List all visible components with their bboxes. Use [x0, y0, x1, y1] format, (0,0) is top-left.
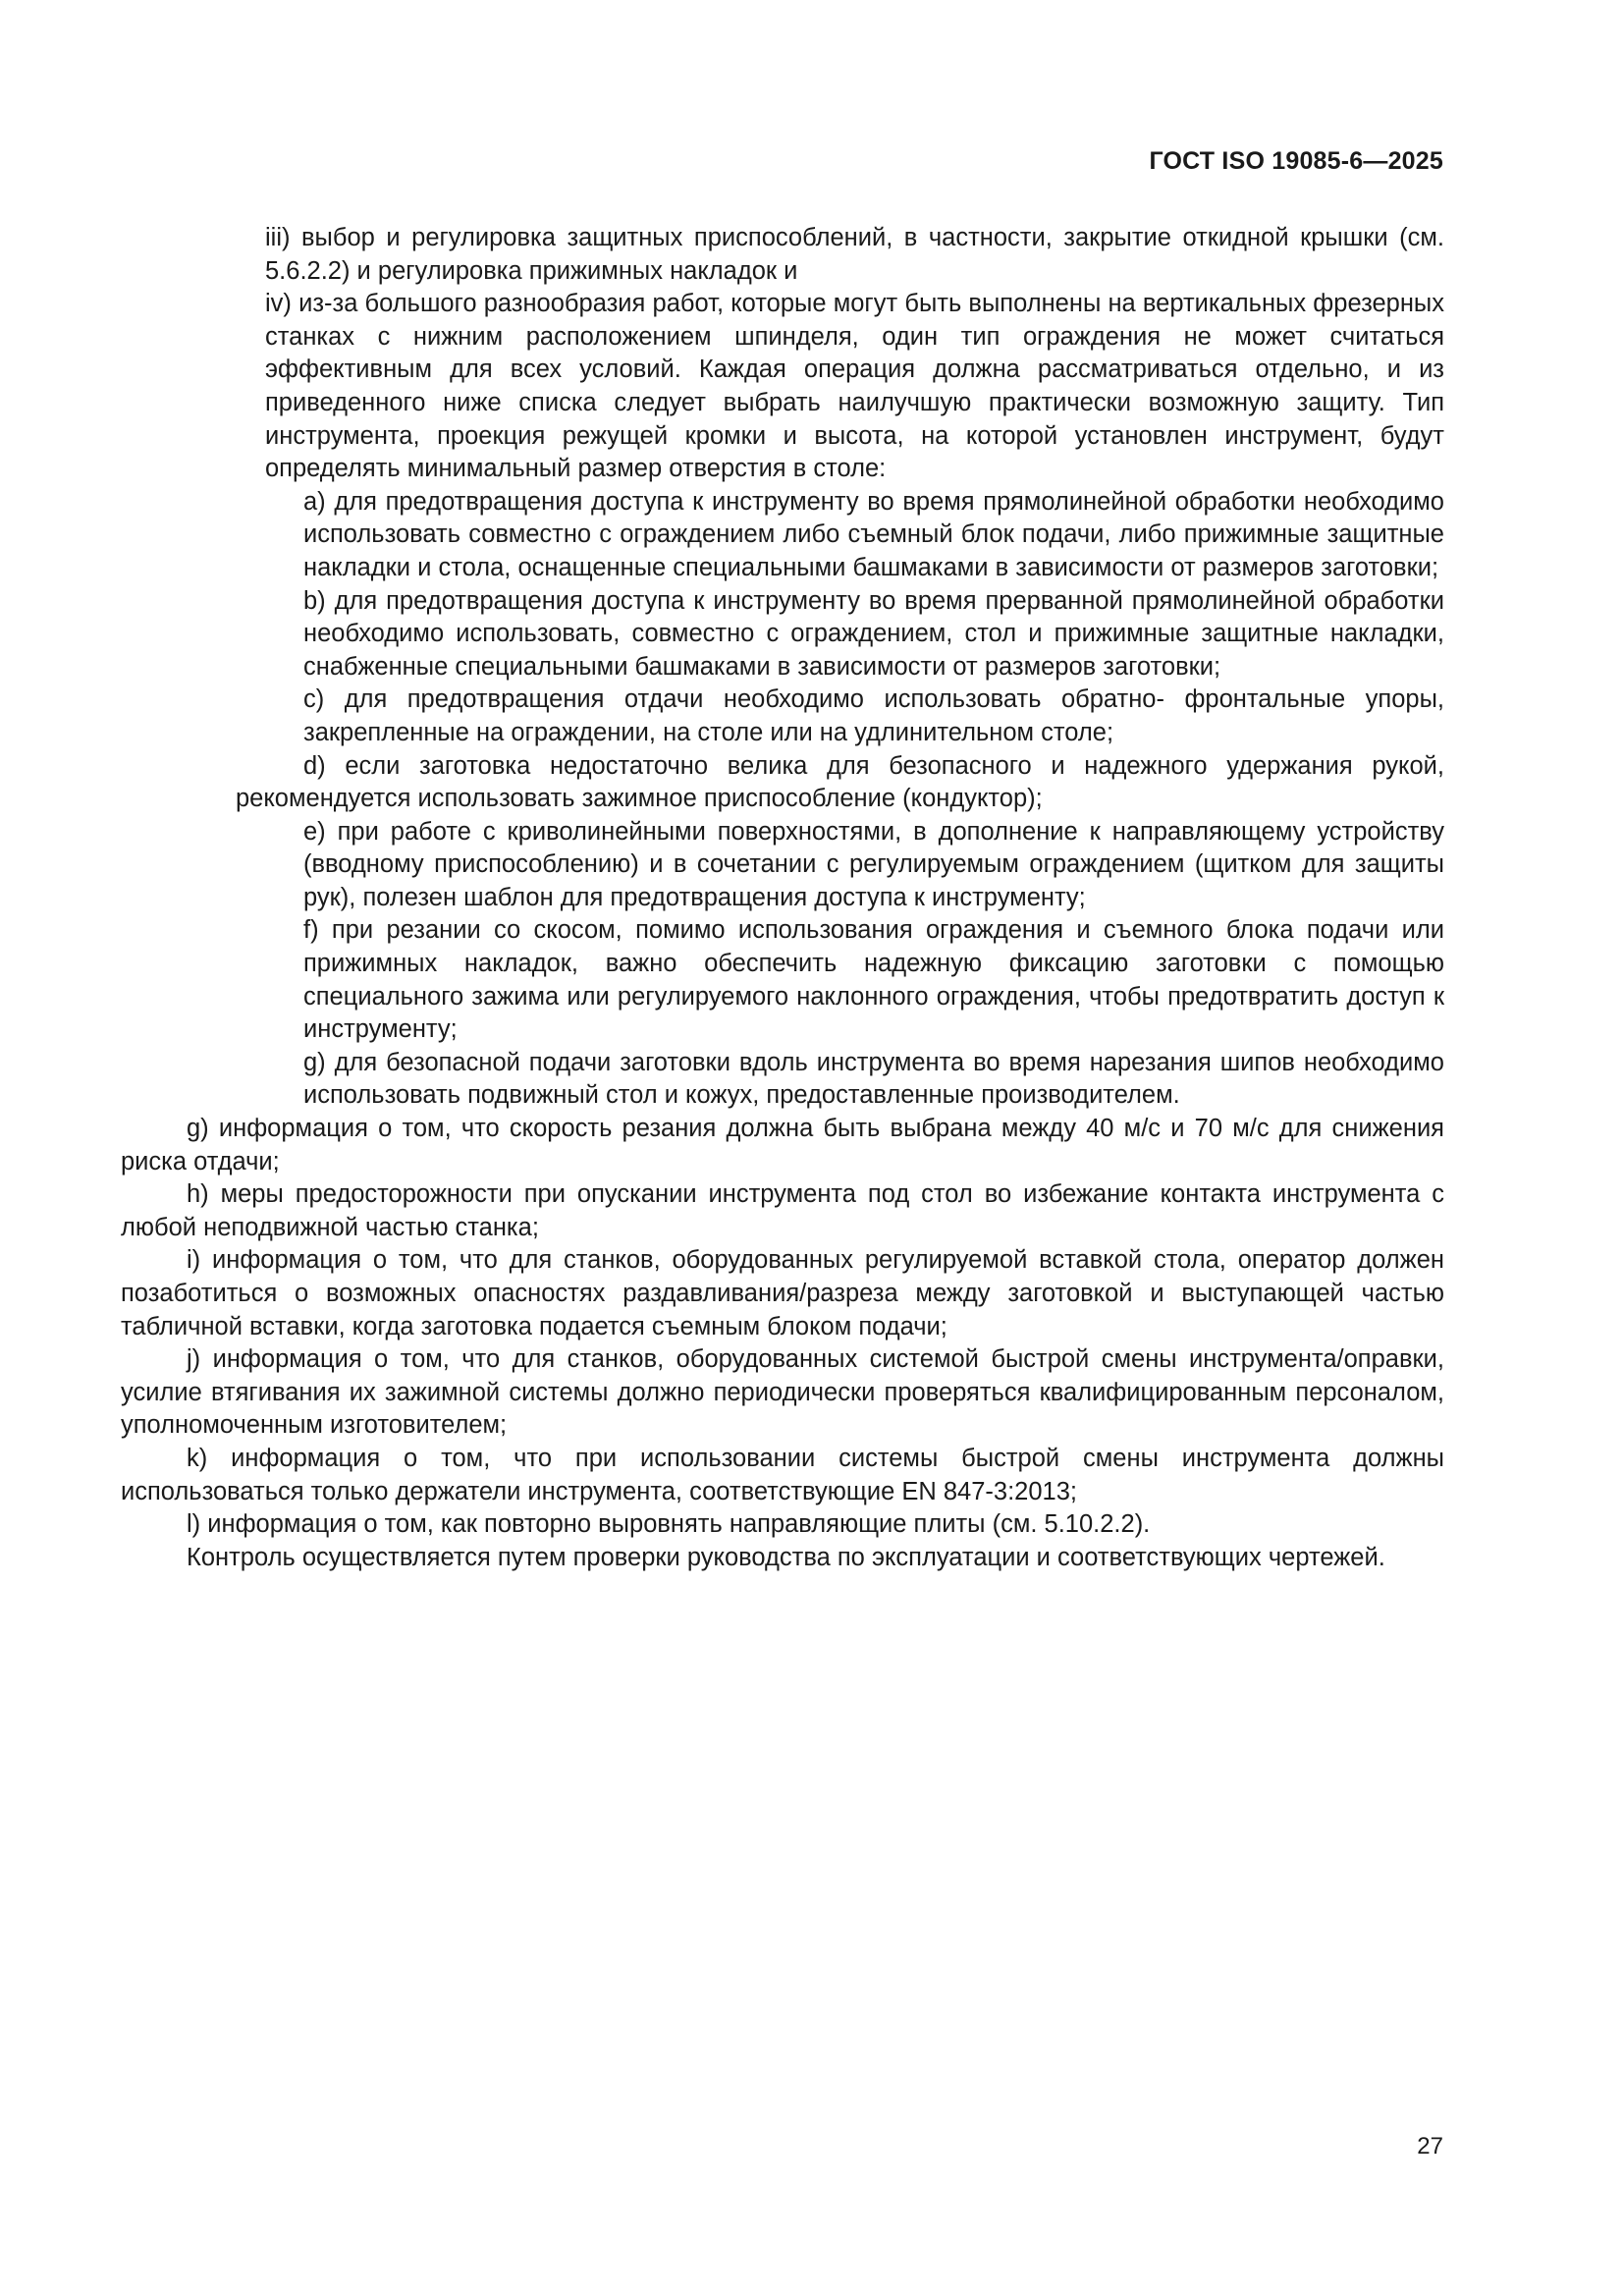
- list-item-iv: iv) из-за большого разнообразия работ, которые могут быть выполнены на вертикальных фрезерных станках с нижним расположением шпинделя, один тип ограждения не может считаться эффективным для всех условий. Каждая операция должна рассматриваться отдельно, и из приведенного ниже списка следует выбрать наилучшую практически возможную защиту. Тип инструмента, проекция режущей кромки и высота, на которой установлен инструмент, будут определять минимальный размер отверстия в столе:: [265, 290, 1444, 483]
- list-item-f: f) при резании со скосом, помимо использования ограждения и съемного блока подачи или прижимных накладок, важно обеспечить надежную фиксацию заготовки с помощью специального зажима или регулируемого наклонного ограждения, чтобы предотвратить доступ к инструменту;: [303, 916, 1444, 1044]
- list-item-iii: iii) выбор и регулировка защитных приспособлений, в частности, закрытие откидной крышки (см. 5.6.2.2) и регулировка прижимных накладок и: [265, 224, 1444, 285]
- list-item-c: c) для предотвращения отдачи необходимо использовать обратно- фронтальные упоры, закрепленные на ограждении, на столе или на удлинительном столе;: [303, 685, 1444, 746]
- list-item-e: e) при работе с криволинейными поверхностями, в дополнение к направляющему устройству (вводному приспособлению) и в сочетании с регулируемым ограждением (щитком для защиты рук), полезен шаблон для предотвращения доступа к инструменту;: [303, 817, 1444, 911]
- list-item-h: h) меры предосторожности при опускании инструмента под стол во избежание контакта инструмента с любой неподвижной частью станка;: [121, 1180, 1444, 1241]
- document-body: [121, 222, 1444, 1574]
- list-item-k: k) информация о том, что при использовании системы быстрой смены инструмента должны использоваться только держатели инструмента, соответствующие EN 847-3:2013;: [121, 1444, 1444, 1505]
- list-item-i: i) информация о том, что для станков, оборудованных регулируемой вставкой стола, оператор должен позаботиться о возможных опасностях раздавливания/разреза между заготовкой и выступающей частью табличной вставки, когда заготовка подается съемным блоком подачи;: [121, 1246, 1444, 1340]
- standard-code-header: ГОСТ ISO 19085-6—2025: [1149, 147, 1443, 175]
- list-item-g: g) информация о том, что скорость резания должна быть выбрана между 40 м/с и 70 м/с для снижения риска отдачи;: [121, 1115, 1444, 1175]
- list-item-g-inner: g) для безопасной подачи заготовки вдоль инструмента во время нарезания шипов необходимо использовать подвижный стол и кожух, предоставленные производителем.: [303, 1048, 1444, 1110]
- list-item-b: b) для предотвращения доступа к инструменту во время прерванной прямолинейной обработки необходимо использовать, совместно с ограждением, стол и прижимные защитные накладки, снабженные специальными башмаками в зависимости от размеров заготовки;: [303, 586, 1444, 681]
- list-item-a: a) для предотвращения доступа к инструменту во время прямолинейной обработки необходимо использовать совместно с ограждением либо съемный блок подачи, либо прижимные защитные накладки и стола, оснащенные специальными башмаками в зависимости от размеров заготовки;: [303, 487, 1444, 581]
- control-paragraph: Контроль осуществляется путем проверки руководства по эксплуатации и соответствующих чертежей.: [187, 1543, 1385, 1571]
- page-number: 27: [1417, 2133, 1443, 2159]
- list-item-j: j) информация о том, что для станков, оборудованных системой быстрой смены инструмента/оправки, усилие втягивания их зажимной системы должно периодически проверяться квалифицированным персоналом, уполномоченным изготовителем;: [121, 1345, 1444, 1440]
- list-item-l: l) информация о том, как повторно выровнять направляющие плиты (см. 5.10.2.2).: [187, 1510, 1151, 1539]
- list-item-d: d) если заготовка недостаточно велика для безопасного и надежного удержания рукой, рекомендуется использовать зажимное приспособление (кондуктор);: [236, 751, 1444, 813]
